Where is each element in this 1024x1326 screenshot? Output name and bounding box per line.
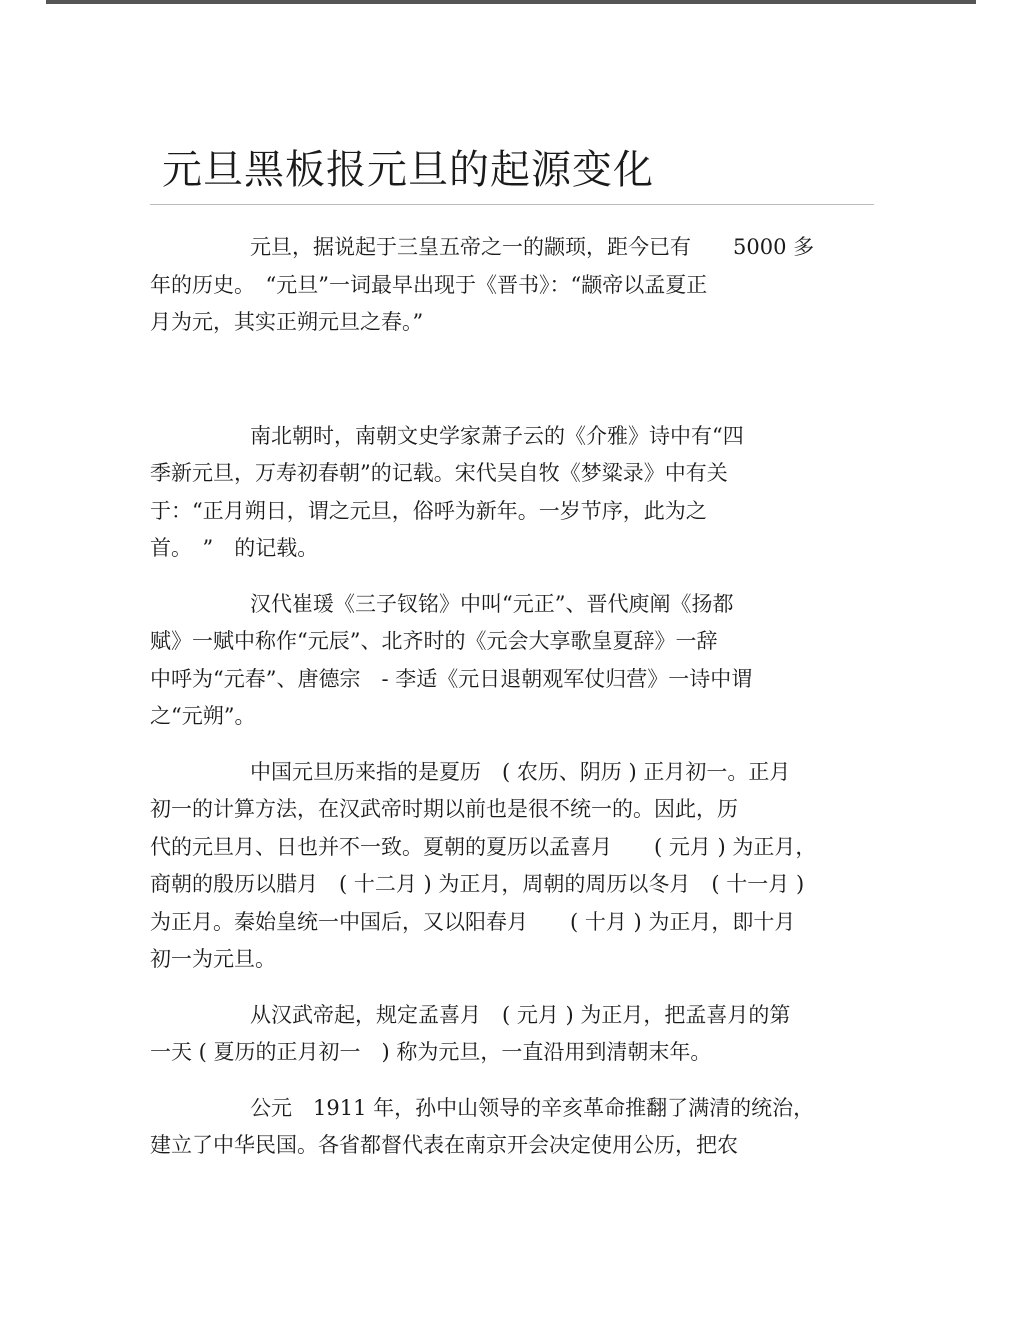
paragraph-line: 中呼为“元春”、唐德宗 - 李适《元日退朝观军仗归营》一诗中谓 [150,666,753,691]
title-divider [150,204,874,205]
paragraph-line: 一天 ( 夏历的正月初一 ) 称为元旦，一直沿用到清朝末年。 [150,1040,712,1064]
paragraph-line: 汉代崔瑗《三子钗铭》中叫“元正”、晋代庾阐《扬都 [250,591,734,616]
paragraph-line: 公元 1911 年，孙中山领导的辛亥革命推翻了满清的统治， [250,1095,815,1120]
paragraph-line: 南北朝时，南朝文史学家萧子云的《介雅》诗中有“四 [250,423,744,448]
paragraph-3 [150,586,874,736]
paragraph-line: 初一为元旦。 [150,947,276,971]
paragraph-line: 月为元，其实正朔元旦之春。” [150,310,424,334]
paragraph-line: 年的历史。 “元旦”一词最早出现于《晋书》：“颛帝以孟夏正 [150,272,708,297]
paragraph-1 [150,229,874,342]
paragraph-4 [150,754,874,979]
paragraph-5 [150,997,874,1072]
paragraph-line: 于：“正月朔日，谓之元旦，俗呼为新年。一岁节序，此为之 [150,498,707,523]
paragraph-line: 商朝的殷历以腊月 ( 十二月 ) 为正月，周朝的周历以冬月 ( 十一月 ) [150,872,805,896]
paragraph-line: 从汉武帝起，规定孟喜月 ( 元月 ) 为正月，把孟喜月的第 [250,1002,791,1027]
paragraph-line: 代的元旦月、日也并不一致。夏朝的夏历以孟喜月 ( 元月 ) 为正月， [150,834,817,859]
document-title: 元旦黑板报元旦的起源变化 [162,147,654,193]
paragraph-line: 季新元旦，万寿初春朝”的记载。宋代吴自牧《梦粱录》中有关 [150,461,728,485]
paragraph-line: 首。 ” 的记载。 [150,536,319,560]
paragraph-line: 初一的计算方法，在汉武帝时期以前也是很不统一的。因此，历 [150,797,738,821]
paragraph-line: 建立了中华民国。各省都督代表在南京开会决定使用公历，把农 [150,1133,738,1157]
paragraph-line: 中国元旦历来指的是夏历 ( 农历、阴历 ) 正月初一。正月 [250,759,791,784]
paragraph-line: 赋》一赋中称作“元辰”、北齐时的《元会大享歌皇夏辞》一辞 [150,629,718,653]
top-border-rule [46,0,976,4]
paragraph-line: 为正月。秦始皇统一中国后，又以阳春月 ( 十月 ) 为正月，即十月 [150,909,796,934]
paragraph-line: 之“元朔”。 [150,704,256,728]
document-page [150,140,874,1165]
paragraph-line: 元旦，据说起于三皇五帝之一的颛顼，距今已有 5000 多 [250,235,815,259]
paragraph-6 [150,1090,874,1165]
paragraph-2 [150,418,874,568]
